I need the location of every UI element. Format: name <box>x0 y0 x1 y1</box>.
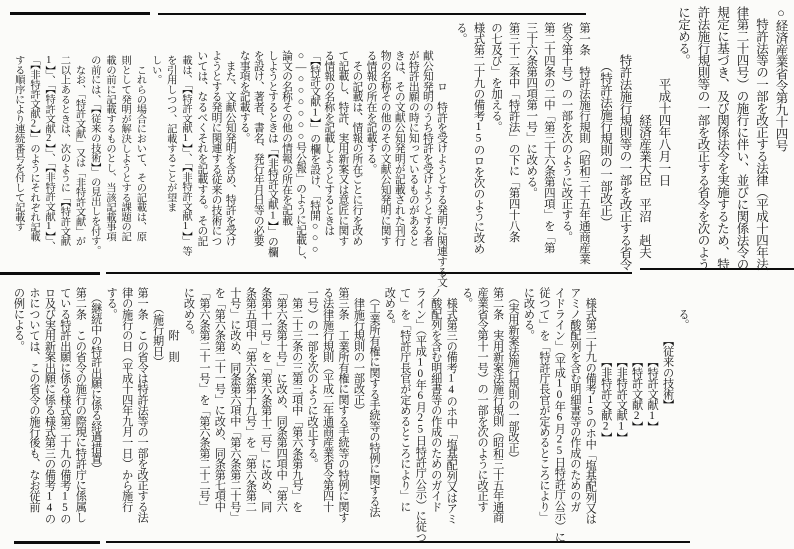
text-column: 則として発明が解決しようとする課題の記 <box>119 55 131 242</box>
text-column: 第三条 工業所有権に関する手続等の特例に関す <box>337 287 350 523</box>
text-column: る。 <box>454 22 467 44</box>
text-column: 第二条 実用新案法施行規則（昭和三十五年通商 <box>491 287 504 523</box>
text-column: （継続中の特許出願に係る経過措置） <box>89 287 102 474</box>
text-column: る情報の所在を記載する。 <box>365 50 378 174</box>
text-column: 特許法等の一部を改正する法律（平成十四年法 <box>754 6 769 270</box>
text-column: その記載は、情報の所在ごとに行を改め <box>351 50 364 246</box>
text-column: 一号）の一部を次のように改正する。 <box>306 287 319 469</box>
text-column: しようとするときは「【非特許文献1】」の欄 <box>266 50 279 257</box>
article1-body-columns <box>451 22 592 280</box>
text-column: 【非特許文献1】 <box>615 287 628 443</box>
text-column: する順序により連続番号を付して記載す <box>12 55 24 232</box>
text-column: る。 <box>677 287 689 330</box>
text-column: （実用新案法施行規則の一部改正） <box>507 287 520 464</box>
text-column: 許法施行規則等の一部を改正する省令を次のよう <box>696 6 710 270</box>
text-column: 論文の名称その他の情報の所在を記載 <box>280 50 293 226</box>
text-column: 【特許文献1】 <box>646 287 659 432</box>
text-column: 従つて」を「特許庁長官が定めるところにより」 <box>537 287 550 523</box>
text-column: 条第十一号」を「第六条第十二号」に改め、同 <box>259 287 272 512</box>
text-column: の例による。 <box>12 287 25 352</box>
text-column: 第一条 特許法施行規則（昭和三十五年通商産業 <box>578 22 590 264</box>
text-column: 律施行規則の一部改正） <box>352 287 365 416</box>
text-column: 第二十三条の三第三項中「第六条第九号」を <box>290 287 303 512</box>
text-column: 三十六条第四項第一号」に改める。 <box>525 22 538 198</box>
text-column: る法律施行規則（平成二年通商産業省令第四十 <box>321 287 334 512</box>
text-column: イドライン」（平成10年6月25日特許庁公示）に <box>553 287 566 543</box>
text-column: 律第二十四号）の施行に伴い、並びに関係法令の <box>735 6 749 270</box>
text-column: アミノ酸配列を含む明細書等の作成のためのガ <box>568 287 581 512</box>
text-column: ○―○○○○○○号公報」のように記載し、 <box>295 50 308 266</box>
text-column: の七及び」を加える。 <box>490 22 503 132</box>
text-column: （工業所有権に関する手続等の特例に関する法 <box>367 287 380 517</box>
text-column: 条第五項中「第六条第十九号」を「第六条第二 <box>244 287 257 512</box>
text-column: を「第六条第二十一号」に改め、同条第七項中 <box>213 287 226 512</box>
text-column: （特許法施行規則の一部改正） <box>598 6 613 228</box>
text-column: ライン」（平成10年6月25日特許庁公示）に従つ <box>414 287 427 543</box>
text-column: 特許法施行規則等の一部を改正する省令 <box>618 6 632 270</box>
text-column: 第二十四条の二中「第三十六条第四項」を「第 <box>542 22 555 253</box>
bottom-band-columns <box>10 287 690 547</box>
text-column: 様式第二十九の備考15のホ中「塩基配列又は <box>584 287 597 524</box>
text-column: 規定に基づき、及び関係法令を実施するため、特 <box>715 6 730 270</box>
text-column: 第三十二条中「特許法」の下に「第四十八条 <box>507 22 520 242</box>
text-column: ノ酸配列を含む明細書等の作成のためのガイド <box>429 287 442 512</box>
rule-top-thin <box>158 13 586 15</box>
text-column: これらの場合において、その記載は、原 <box>134 55 146 242</box>
text-column: 様式第三の備考14のホ中「塩基配列又はアミ <box>445 287 458 524</box>
text-column: て記載し、特許、実用新案又は意匠に関す <box>337 50 350 246</box>
ordinance-header-columns <box>595 6 790 280</box>
text-column: 様式第二十九の備考15のロを次のように改め <box>472 22 485 254</box>
form29-note-quote-columns <box>195 50 449 287</box>
text-column: する。 <box>105 287 118 320</box>
text-column: 「【非特許文献2】」のようにそれぞれ記載 <box>27 55 39 242</box>
text-column: 【非特許文献2】 <box>599 287 612 443</box>
text-column: 【従来の技術】 <box>661 287 674 410</box>
text-column: ホについては、この省令の施行後も、なお従前 <box>27 287 40 512</box>
text-column: （施行期日） <box>151 287 164 367</box>
text-column: しい。 <box>149 55 161 85</box>
text-column: る。 <box>460 287 473 309</box>
text-column: て」を「特許庁長官が定めるところにより」に <box>398 287 411 512</box>
text-column: 律の施行の日（平成十四年九月一日）から施行 <box>120 287 133 512</box>
text-column: ようとする発明に関連する従来の技術につ <box>210 50 223 246</box>
text-column: 経済産業大臣 平沼 赳夫 <box>637 6 652 258</box>
text-column: の前には、「【従来の技術】」の見出しを付す。 <box>88 55 100 256</box>
text-column: 「【特許文献1】」の欄を設け、「特開○○○ <box>309 50 322 255</box>
text-column: きは、その文献公知発明が記載された刊行 <box>393 50 406 246</box>
text-column: 附 則 <box>167 287 180 362</box>
text-column: ○経済産業省令第九十四号 <box>774 6 788 152</box>
text-column: 十号」に改め、同条第六項中「第六条第二十号」 <box>228 287 241 523</box>
text-column: に改める。 <box>182 287 195 341</box>
rule-top-thick <box>10 12 150 15</box>
text-column: が特許出願の時に知っているものがあると <box>407 50 420 246</box>
text-column: 「第六条第二十一号」を「第六条第二十二号」 <box>197 287 210 512</box>
text-column: 献公知発明のうち特許を受けようとする者 <box>421 50 434 246</box>
text-column: 「第六条第十号」に改め、同条第四項中「第六 <box>275 287 288 512</box>
text-column: 第二条 この省令の施行の際現に特許庁に係属し <box>74 287 87 523</box>
text-column: に改める。 <box>522 287 535 341</box>
text-column: る情報の名称を記載しようとするときは <box>323 50 336 236</box>
text-column: 載は、「【特許文献1】」、「【非特許文献1】」等 <box>180 55 191 256</box>
text-column: ている特許出願に係る様式第二十九の備考15の <box>58 287 71 524</box>
text-column: 【特許文献2】 <box>630 287 643 432</box>
text-column: な事項を記載する。 <box>238 50 251 143</box>
text-column: に定める。 <box>676 6 691 66</box>
text-column: を設け、著者、書名、発行年月日等の必要 <box>252 50 265 246</box>
text-column: なお、「特許文献」又は「非特許文献」が <box>73 55 85 246</box>
text-column: 1】」、「【特許文献2】」、「【非特許文献1】」、 <box>43 55 55 251</box>
text-column: 二以上あるときは、次のように「【特許文献 <box>58 55 70 246</box>
text-column: ロ 特許を受けようとする発明に関連する文 <box>436 50 448 287</box>
text-column: 物の名称その他のその文献公知発明に関す <box>379 50 392 246</box>
quote-continuation-columns <box>11 55 193 281</box>
text-column: 第一条 この省令は特許法等の一部を改正する法 <box>136 287 149 523</box>
text-column: 改める。 <box>383 287 396 330</box>
text-column: 省令第十号）の一部を次のように改正する。 <box>560 22 573 242</box>
text-column: 平成十四年八月一日 <box>657 6 671 186</box>
text-column: ロ及び実用新案出願に係る様式第三の備考14の <box>43 287 56 524</box>
text-column: 産業省令第十一号）の一部を次のように改正す <box>476 287 489 512</box>
text-column: いては、なるべくそれを記載する。その記 <box>196 50 209 246</box>
text-column: また、文献公知発明を含め、特許を受け <box>224 50 237 246</box>
text-column: 載の前に記載するものとし、当該記載事項 <box>103 55 115 242</box>
text-column: を引用しつつ、記載することが望ま <box>164 55 176 212</box>
